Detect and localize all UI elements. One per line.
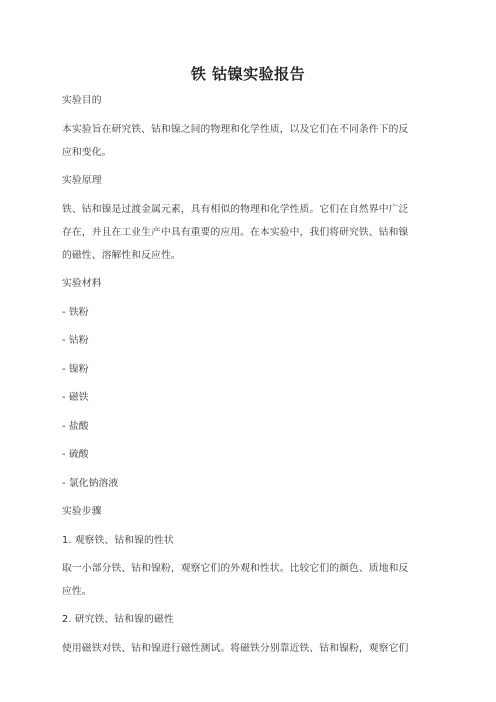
step-heading: 1. 观察铁、钴和镍的性状 [62, 535, 174, 546]
list-item: - 盐酸 [62, 421, 89, 432]
paragraph-line: 取一小部分铁、钴和镍粉，观察它们的外观和性状。比较它们的颜色、质地和反 [62, 563, 409, 574]
paragraph-line: 使用磁铁对铁、钴和镍进行磁性测试。将磁铁分别靠近铁、钴和镍粉，观察它们 [62, 643, 409, 654]
document-title: 铁 钴镍实验报告 [190, 65, 306, 83]
step-heading: 2. 研究铁、钴和镍的磁性 [62, 614, 174, 625]
paragraph-line: 存在，并且在工业生产中具有重要的应用。在本实验中，我们将研究铁、钴和镍 [62, 227, 409, 238]
list-item: - 钴粉 [62, 335, 89, 346]
paragraph-line: 的磁性、溶解性和反应性。 [62, 250, 181, 261]
heading-materials: 实验材料 [62, 278, 102, 289]
list-item: - 铁粉 [62, 307, 89, 318]
heading-purpose: 实验目的 [62, 95, 102, 106]
list-item: - 氯化钠溶液 [62, 478, 119, 489]
paragraph-line: 应性。 [62, 586, 92, 597]
list-item: - 镍粉 [62, 364, 89, 375]
list-item: - 磁铁 [62, 392, 89, 403]
paragraph-line: 应和变化。 [62, 147, 112, 158]
heading-principle: 实验原理 [62, 175, 102, 186]
heading-steps: 实验步骤 [62, 506, 102, 517]
paragraph-line: 本实验旨在研究铁、钴和镍之间的物理和化学性质，以及它们在不同条件下的反 [62, 124, 409, 135]
paragraph-line: 铁、钴和镍是过渡金属元素，具有相似的物理和化学性质。它们在自然界中广泛 [62, 204, 409, 215]
list-item: - 硫酸 [62, 449, 89, 460]
